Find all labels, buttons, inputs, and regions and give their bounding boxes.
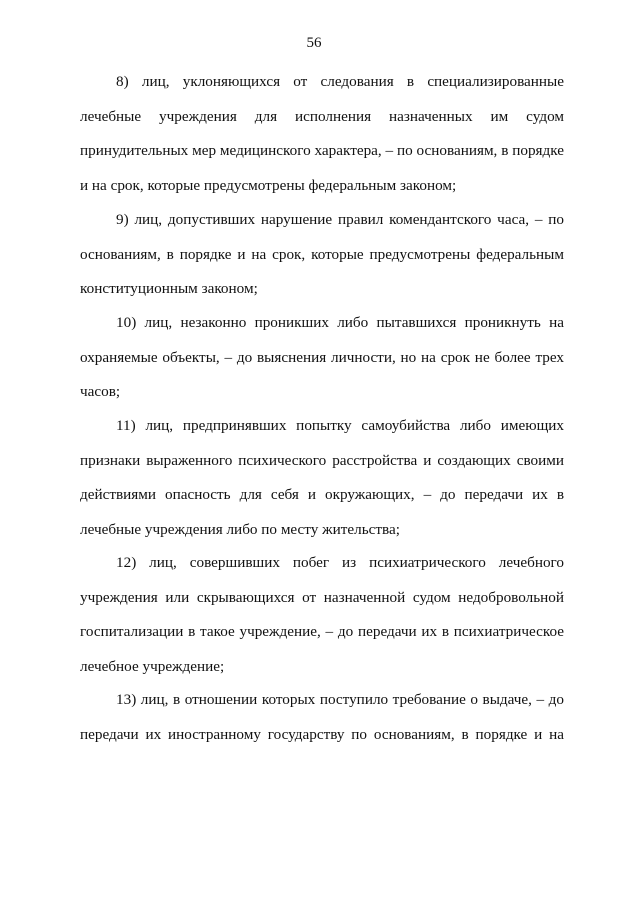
text-line: основаниям, в порядке и на срок, которые предусмотрены федеральным <box>80 245 564 263</box>
text-line: принудительных мер медицинского характера, – по основаниям, в порядке <box>80 142 564 159</box>
text-line: 8) лиц, уклоняющихся от следования в специализированные <box>116 73 564 90</box>
text-line: охраняемые объекты, – до выяснения личности, но на срок не более трех <box>80 348 564 366</box>
text-line: учреждения или скрывающихся от назначенной судом недобровольной <box>80 588 564 606</box>
paragraph-item-8 <box>80 72 564 210</box>
paragraph-item-10 <box>80 313 564 417</box>
paragraph-item-9 <box>80 210 564 314</box>
text-line: лечебное учреждение; <box>80 657 225 675</box>
text-line: признаки выраженного психического расстройства и создающих своими <box>80 451 564 469</box>
text-line: лечебные учреждения для исполнения назначенных им судом <box>80 107 564 125</box>
text-line: 13) лиц, в отношении которых поступило требование о выдаче, – до <box>116 691 564 708</box>
text-line: госпитализации в такое учреждение, – до передачи их в психиатрическое <box>80 623 564 640</box>
paragraph-item-13 <box>80 690 564 759</box>
paragraph-item-11 <box>80 416 564 554</box>
text-line: часов; <box>80 383 121 400</box>
text-line: действиями опасность для себя и окружающих, – до передачи их в <box>80 486 564 503</box>
text-line: 10) лиц, незаконно проникших либо пытавшихся проникнуть на <box>116 314 564 331</box>
paragraph-item-12 <box>80 553 564 691</box>
text-line: передачи их иностранному государству по основаниям, в порядке и на <box>80 725 564 743</box>
text-line: и на срок, которые предусмотрены федеральным законом; <box>80 176 457 194</box>
text-line: 11) лиц, предпринявших попытку самоубийства либо имеющих <box>116 417 564 434</box>
text-line: 12) лиц, совершивших побег из психиатрического лечебного <box>116 554 564 571</box>
text-line: лечебные учреждения либо по месту жительства; <box>80 520 400 538</box>
text-line: 9) лиц, допустивших нарушение правил комендантского часа, – по <box>116 211 564 228</box>
text-line: конституционным законом; <box>80 280 258 297</box>
page-number: 56 <box>306 35 322 51</box>
